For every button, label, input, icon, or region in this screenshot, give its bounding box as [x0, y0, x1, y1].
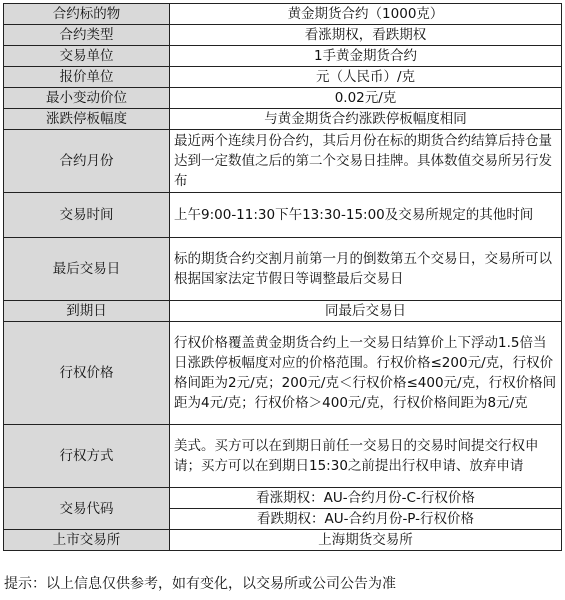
row-value: 看涨期权，看跌期权 — [170, 25, 562, 46]
row-value: 黄金期货合约（1000克） — [170, 4, 562, 25]
table-row — [4, 301, 562, 322]
row-label: 合约标的物 — [4, 4, 170, 25]
row-label: 交易代码 — [4, 488, 170, 530]
table-row — [4, 425, 562, 488]
table-row — [4, 530, 562, 551]
row-value-call: 看涨期权：AU-合约月份-C-行权价格 — [170, 488, 562, 509]
row-value: 美式。买方可以在到期日前任一交易日的交易时间提交行权申请；买方可以在到期日15:30之前提出行权申请、放弃申请 — [170, 425, 562, 488]
row-value: 上海期货交易所 — [170, 530, 562, 551]
row-value: 与黄金期货合约涨跌停板幅度相同 — [170, 109, 562, 130]
row-value: 上午9:00-11:30下午13:30-15:00及交易所规定的其他时间 — [170, 193, 562, 238]
contract-spec-table — [3, 3, 562, 551]
row-value: 标的期货合约交割月前第一月的倒数第五个交易日，交易所可以根据国家法定节假日等调整最后交易日 — [170, 238, 562, 301]
row-label: 合约类型 — [4, 25, 170, 46]
row-value: 同最后交易日 — [170, 301, 562, 322]
row-label: 行权价格 — [4, 322, 170, 425]
row-label: 最后交易日 — [4, 238, 170, 301]
row-value: 1手黄金期货合约 — [170, 46, 562, 67]
table-row — [4, 4, 562, 25]
row-value: 0.02元/克 — [170, 88, 562, 109]
row-label: 交易单位 — [4, 46, 170, 67]
row-label: 到期日 — [4, 301, 170, 322]
table-row — [4, 88, 562, 109]
row-label: 最小变动价位 — [4, 88, 170, 109]
table-row — [4, 109, 562, 130]
row-label: 行权方式 — [4, 425, 170, 488]
row-label: 报价单位 — [4, 67, 170, 88]
row-label: 合约月份 — [4, 130, 170, 193]
row-label: 涨跌停板幅度 — [4, 109, 170, 130]
row-value-put: 看跌期权：AU-合约月份-P-行权价格 — [170, 509, 562, 530]
table-row — [4, 67, 562, 88]
table-row — [4, 322, 562, 425]
row-value: 最近两个连续月份合约，其后月份在标的期货合约结算后持仓量达到一定数值之后的第二个交易日挂牌。具体数值交易所另行发布 — [170, 130, 562, 193]
table-row — [4, 238, 562, 301]
disclaimer-footnote: 提示：以上信息仅供参考，如有变化，以交易所或公司公告为准 — [4, 576, 396, 592]
row-label: 交易时间 — [4, 193, 170, 238]
table-row — [4, 25, 562, 46]
row-value: 元（人民币）/克 — [170, 67, 562, 88]
table-row — [4, 193, 562, 238]
table-row — [4, 488, 562, 509]
table-row — [4, 130, 562, 193]
row-value: 行权价格覆盖黄金期货合约上一交易日结算价上下浮动1.5倍当日涨跌停板幅度对应的价格范围。行权价格≤200元/克，行权价格间距为2元/克；200元/克＜行权价格≤400元/克，行权价格间距为4元/克；行权价格＞400元/克，行权价格间距为8元/克 — [170, 322, 562, 425]
row-label: 上市交易所 — [4, 530, 170, 551]
table-row — [4, 46, 562, 67]
